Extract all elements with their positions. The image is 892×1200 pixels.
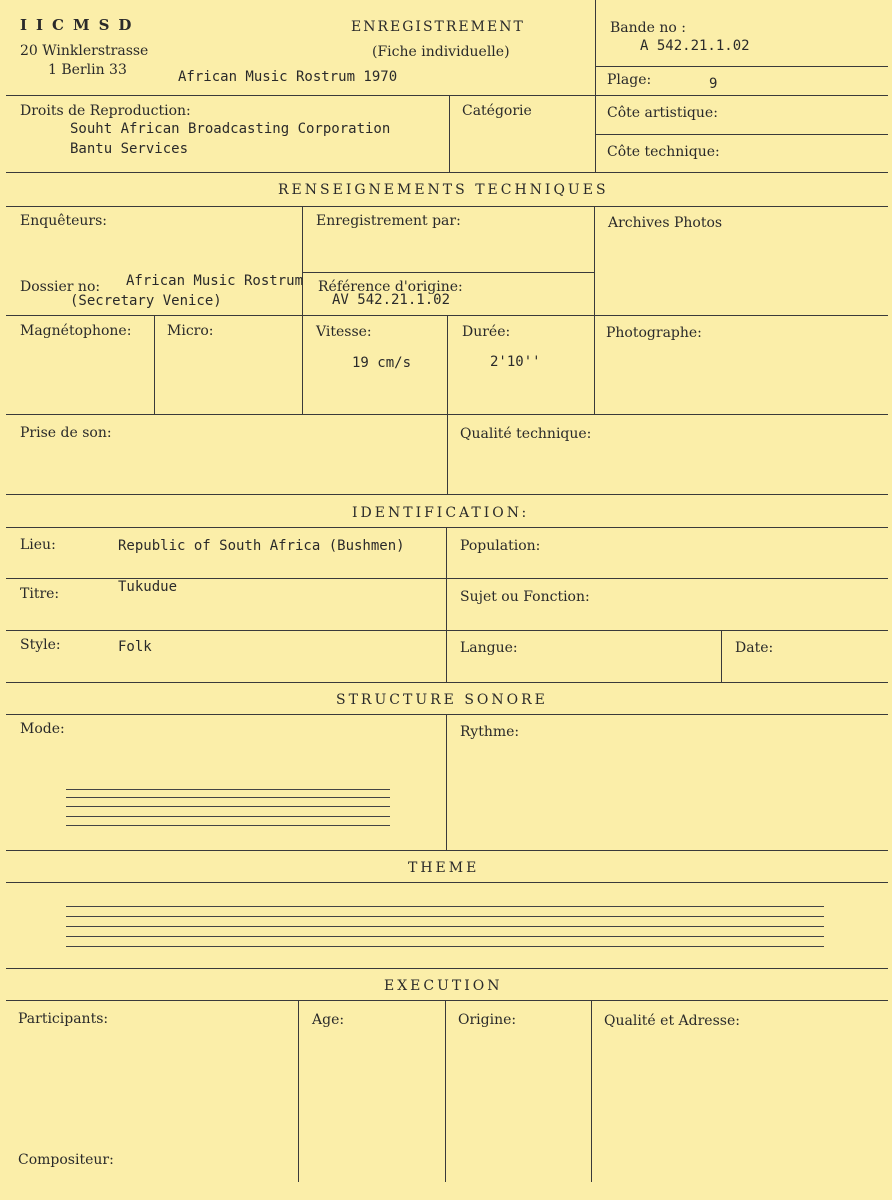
rule [6,95,888,96]
duree-value: 2'10'' [490,354,541,370]
rule [302,272,594,273]
reference-value: AV 542.21.1.02 [332,292,451,308]
reference-label: Référence d'origine: [318,279,463,295]
rule [6,968,888,969]
section-title-identification: IDENTIFICATION: [352,505,530,521]
section-title-execution: EXECUTION [384,978,503,994]
dossier-value-2: (Secretary Venice) [70,293,222,309]
plage-value: 9 [709,76,718,92]
plage-label: Plage: [607,72,652,88]
age-label: Age: [312,1012,345,1028]
style-value: Folk [118,639,152,655]
rule [595,0,596,172]
duree-label: Durée: [462,324,511,340]
enqueteurs-label: Enquêteurs: [20,213,108,229]
compositeur-label: Compositeur: [18,1152,114,1168]
langue-label: Langue: [460,640,518,656]
rule [302,206,303,414]
titre-label: Titre: [20,586,60,602]
cote-artistique-label: Côte artistique: [607,105,718,121]
rights-label: Droits de Reproduction: [20,103,191,119]
rights-line-2: Bantu Services [70,141,189,157]
rule [721,630,722,682]
style-label: Style: [20,637,61,653]
rule [6,850,888,851]
collection-name: African Music Rostrum 1970 [178,69,398,85]
micro-label: Micro: [167,323,214,339]
prise-de-son-label: Prise de son: [20,425,112,441]
rule [596,66,888,67]
address-line-2: 1 Berlin 33 [48,62,127,78]
rule [6,1000,888,1001]
rule [6,882,888,883]
rule [445,1000,446,1182]
section-title-structure: STRUCTURE SONORE [336,692,548,708]
magnetophone-label: Magnétophone: [20,323,132,339]
institute-logo: IICMSD [20,16,141,34]
rule [6,494,888,495]
rythme-label: Rythme: [460,724,520,740]
rule [447,315,448,414]
vitesse-label: Vitesse: [316,324,372,340]
rule [6,206,888,207]
rule [298,1000,299,1182]
dossier-label: Dossier no: [20,279,101,295]
cote-technique-label: Côte technique: [607,144,720,160]
rule [6,682,888,683]
page-title: ENREGISTREMENT [351,19,525,35]
photographe-label: Photographe: [606,325,702,341]
enregistrement-par-label: Enregistrement par: [316,213,461,229]
qualite-technique-label: Qualité technique: [460,426,592,442]
rights-line-1: Souht African Broadcasting Corporation [70,121,391,137]
mode-label: Mode: [20,721,65,737]
section-title-technique: RENSEIGNEMENTS TECHNIQUES [278,182,609,198]
rule [154,315,155,414]
rule [6,172,888,173]
page-subtitle: (Fiche individuelle) [372,44,510,60]
participants-label: Participants: [18,1011,109,1027]
titre-value: Tukudue [118,579,178,595]
sujet-label: Sujet ou Fonction: [460,589,590,605]
rule [446,527,447,682]
bande-label: Bande no : [610,20,686,36]
rule [596,134,888,135]
rule [449,95,450,172]
archives-photos-label: Archives Photos [608,215,723,231]
bande-value: A 542.21.1.02 [640,38,750,54]
origine-label: Origine: [458,1012,517,1028]
qualite-adresse-label: Qualité et Adresse: [604,1013,740,1029]
rule [591,1000,592,1182]
lieu-label: Lieu: [20,537,56,553]
vitesse-value: 19 cm/s [352,355,412,371]
date-label: Date: [735,640,774,656]
address-line-1: 20 Winklerstrasse [20,43,149,59]
rule [446,714,447,850]
population-label: Population: [460,538,541,554]
dossier-value-1: African Music Rostrum [126,273,304,289]
rule [447,414,448,494]
lieu-value: Republic of South Africa (Bushmen) [118,538,405,554]
rule [594,206,595,414]
section-title-theme: THEME [408,860,480,876]
categorie-label: Catégorie [462,103,532,119]
